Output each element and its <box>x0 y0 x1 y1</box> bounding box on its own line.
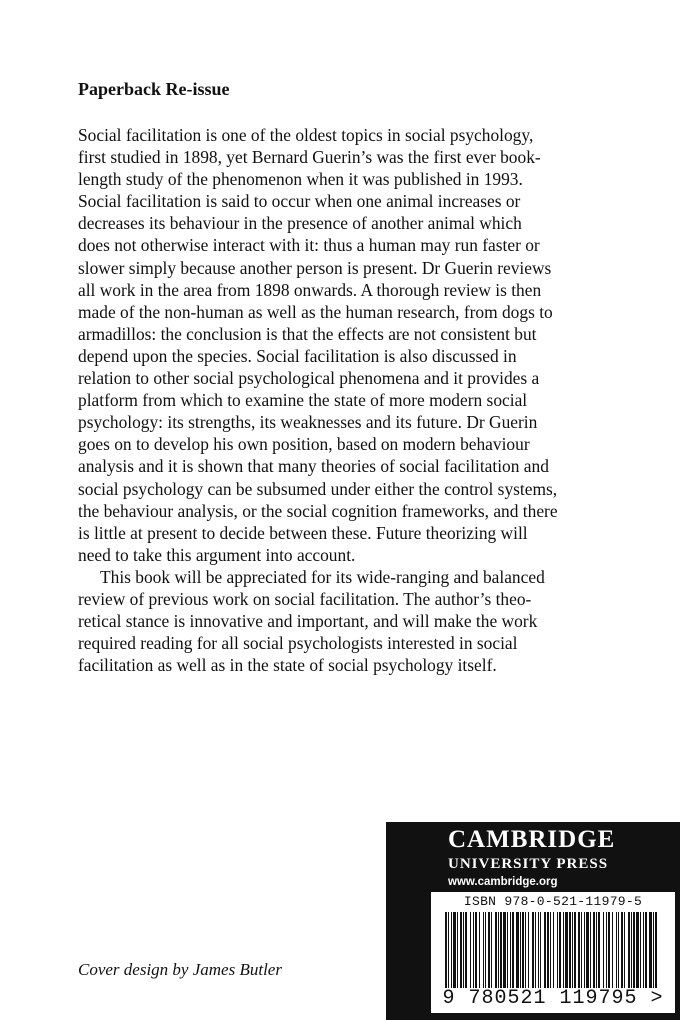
text-line: length study of the phenomenon when it was published in 1993. <box>78 169 523 190</box>
publisher-url: www.cambridge.org <box>448 876 558 888</box>
blurb-paragraph-1 <box>78 124 618 566</box>
text-line: required reading for all social psychologists interested in social <box>78 633 518 654</box>
text-line: platform from which to examine the state of more modern social <box>78 390 528 411</box>
text-line: review of previous work on social facilitation. The author’s theo- <box>78 588 532 609</box>
publisher-subtitle: UNIVERSITY PRESS <box>448 856 609 872</box>
text-line: all work in the area from 1898 onwards. A thorough review is then <box>78 279 542 300</box>
text-line: Social facilitation is said to occur when one animal increases or <box>78 191 521 212</box>
text-line: goes on to develop his own position, based on modern behaviour <box>78 434 530 455</box>
text-line: relation to other social psychological phenomena and it provides a <box>78 368 540 389</box>
text-line: Social facilitation is one of the oldest topics in social psychology, <box>78 125 534 145</box>
blurb-paragraph-2 <box>78 566 618 676</box>
text-line: slower simply because another person is present. Dr Guerin reviews <box>78 257 552 278</box>
publisher-name: CAMBRIDGE <box>448 826 616 853</box>
text-line: is little at present to decide between these. Future theorizing will <box>78 522 528 543</box>
text-line: facilitation as well as in the state of social psychology itself. <box>78 655 497 676</box>
text-line: This book will be appreciated for its wide-ranging and balanced <box>100 566 545 587</box>
section-heading: Paperback Re-issue <box>78 79 230 99</box>
text-line: decreases its behaviour in the presence of another animal which <box>78 213 522 234</box>
text-line: made of the non-human as well as the human research, from dogs to <box>78 301 553 322</box>
text-line: the behaviour analysis, or the social cognition frameworks, and there <box>78 500 558 521</box>
text-line: does not otherwise interact with it: thus a human may run faster or <box>78 235 540 256</box>
text-line: psychology: its strengths, its weaknesses and its future. Dr Guerin <box>78 412 538 433</box>
blurb-text <box>78 124 618 676</box>
text-line: retical stance is innovative and important, and will make the work <box>78 611 538 632</box>
isbn-number: ISBN 978-0-521-11979-5 <box>463 894 643 909</box>
barcode-digits: 9 780521 119795 > <box>442 987 664 1010</box>
text-line: analysis and it is shown that many theories of social facilitation and <box>78 456 549 477</box>
text-line: armadillos: the conclusion is that the effects are not consistent but <box>78 323 537 344</box>
barcode-bars <box>431 912 675 990</box>
text-line: social psychology can be subsumed under either the control systems, <box>78 478 558 499</box>
cover-design-credit: Cover design by James Butler <box>78 960 282 979</box>
text-line: need to take this argument into account. <box>78 544 356 565</box>
isbn-barcode <box>431 892 675 1013</box>
text-line: first studied in 1898, yet Bernard Guerin’s was the first ever book- <box>78 147 541 168</box>
text-line: depend upon the species. Social facilitation is also discussed in <box>78 345 517 366</box>
